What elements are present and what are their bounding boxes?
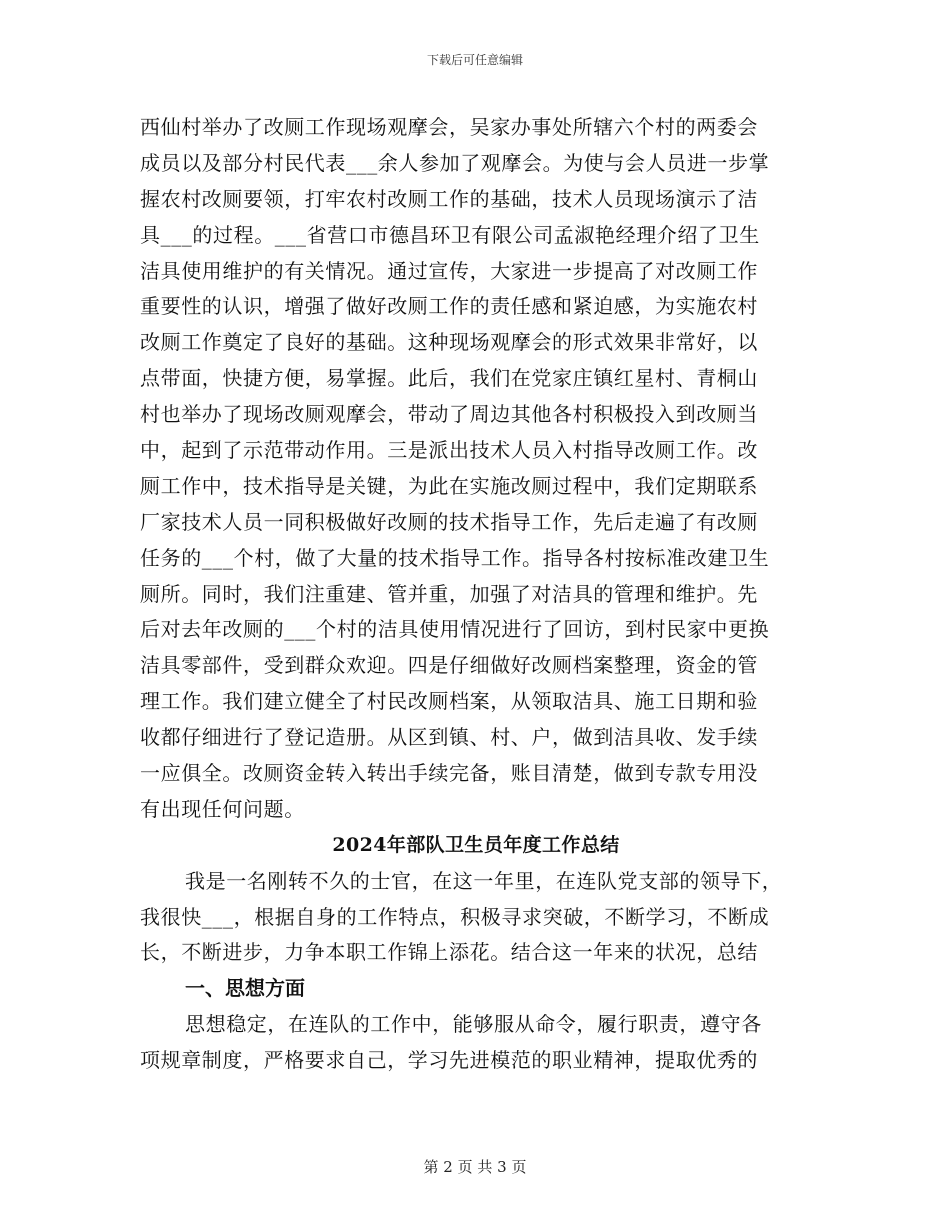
- text-line: 点带面，快捷方便，易掌握。此后，我们在党家庄镇红星村、青桐山: [140, 366, 758, 391]
- text-line: 洁具零部件，受到群众欢迎。四是仔细做好改厕档案整理，资金的管: [140, 653, 758, 678]
- text-line: 项规章制度，严格要求自己，学习先进模范的职业精神，提取优秀的: [140, 1048, 758, 1073]
- text-line: 中，起到了示范带动作用。三是派出技术人员入村指导改厕工作。改: [140, 438, 758, 463]
- text-line: 厕工作中，技术指导是关键，为此在实施改厕过程中，我们定期联系: [140, 473, 758, 498]
- text-line: 任务的___个村，做了大量的技术指导工作。指导各村按标准改建卫生: [140, 545, 770, 570]
- text-line: 重要性的认识，增强了做好改厕工作的责任感和紧迫感，为实施农村: [140, 294, 758, 319]
- text-line: 成员以及部分村民代表___余人参加了观摩会。为使与会人员进一步掌: [140, 150, 770, 175]
- text-line: 长，不断进步，力争本职工作锦上添花。结合这一年来的状况，总结: [140, 940, 758, 965]
- text-line: 后对去年改厕的___个村的洁具使用情况进行了回访，到村民家中更换: [140, 617, 770, 642]
- text-line: 理工作。我们建立健全了村民改厕档案，从领取洁具、施工日期和验: [140, 689, 758, 714]
- text-line: 厂家技术人员一同积极做好改厕的技术指导工作，先后走遍了有改厕: [140, 509, 758, 534]
- page-number: 第 2 页 共 3 页: [423, 1158, 527, 1176]
- intro-paragraph: [140, 864, 812, 972]
- document-title: 2024年部队卫生员年度工作总结: [332, 833, 620, 856]
- text-line: 握农村改厕要领，打牢农村改厕工作的基础，技术人员现场演示了洁: [140, 186, 758, 211]
- text-line: 我很快___，根据自身的工作特点，积极寻求突破，不断学习，不断成: [140, 904, 770, 929]
- section-paragraph: [140, 1007, 812, 1079]
- text-line: 有出现任何问题。: [140, 796, 305, 821]
- text-line: 我是一名刚转不久的士官，在这一年里，在连队党支部的领导下，: [185, 868, 783, 893]
- section-heading: 一、思想方面: [185, 976, 305, 1001]
- text-line: 思想稳定，在连队的工作中，能够服从命令，履行职责，遵守各: [185, 1012, 762, 1037]
- text-line: 洁具使用维护的有关情况。通过宣传，大家进一步提高了对改厕工作: [140, 258, 758, 283]
- text-line: 村也举办了现场改厕观摩会，带动了周边其他各村积极投入到改厕当: [140, 402, 758, 427]
- text-line: 改厕工作奠定了良好的基础。这种现场观摩会的形式效果非常好，以: [140, 330, 758, 355]
- text-line: 收都仔细进行了登记造册。从区到镇、村、户，做到洁具收、发手续: [140, 725, 758, 750]
- paragraph-continuation: [140, 110, 812, 828]
- document-body: [140, 110, 812, 1079]
- page-header: 下载后可任意编辑: [426, 53, 523, 67]
- text-line: 西仙村举办了改厕工作现场观摩会，吴家办事处所辖六个村的两委会: [140, 115, 758, 139]
- text-line: 一应俱全。改厕资金转入转出手续完备，账目清楚，做到专款专用没: [140, 761, 758, 786]
- text-line: 具___的过程。___省营口市德昌环卫有限公司孟淑艳经理介绍了卫生: [140, 222, 760, 247]
- text-line: 厕所。同时，我们注重建、管并重，加强了对洁具的管理和维护。先: [140, 581, 758, 606]
